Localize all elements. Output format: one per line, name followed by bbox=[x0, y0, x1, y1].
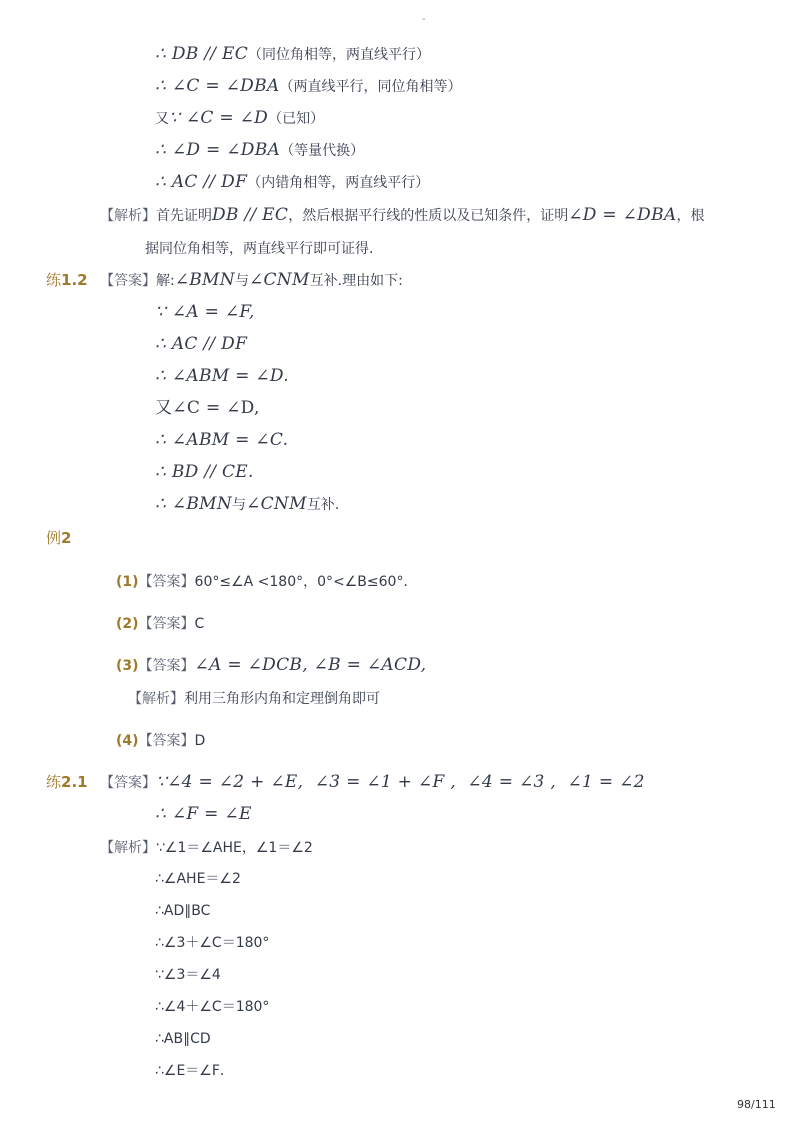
proof-reason: （两直线平行，同位角相等） bbox=[279, 79, 462, 95]
section-label-number: 2.1 bbox=[61, 773, 88, 791]
proof-line-4 bbox=[155, 140, 364, 161]
proof-prefix: 又 bbox=[155, 111, 169, 127]
sub-number: (3) bbox=[116, 658, 139, 674]
header-dash: - bbox=[422, 14, 426, 25]
answer-text: 解: bbox=[156, 273, 175, 289]
section-label-prefix: 例 bbox=[46, 529, 62, 547]
answer-tag: 【答案】 bbox=[138, 733, 195, 749]
jiexi-step: ∴AB∥CD bbox=[155, 1031, 211, 1047]
sub-number: (2) bbox=[116, 616, 139, 632]
proof-step: ∴ ∠ABM = ∠D. bbox=[155, 366, 289, 386]
page-number: 98/111 bbox=[737, 1098, 776, 1111]
sub-number: (1) bbox=[116, 574, 139, 590]
jiexi-text: 首先证明 bbox=[156, 208, 212, 224]
jiexi-step: ∴∠AHE＝∠2 bbox=[155, 871, 241, 887]
proof-step: ∴ AC // DF bbox=[155, 334, 248, 354]
sub-answer-2 bbox=[116, 613, 204, 634]
proof-math: ∴ ∠BMN bbox=[155, 494, 233, 514]
jiexi-step: ∴∠E＝∠F． bbox=[155, 1063, 234, 1079]
answer-text: 互补.理由如下: bbox=[309, 273, 403, 289]
answer-intro bbox=[100, 270, 403, 291]
answer-math: ∠A = ∠DCB, ∠B = ∠ACD, bbox=[194, 655, 427, 675]
section-lian-1-2 bbox=[46, 270, 88, 290]
proof-reason: （等量代换） bbox=[280, 143, 365, 159]
proof-math: ∴ DB // EC bbox=[155, 44, 249, 64]
proof-reason: （内错角相等，两直线平行） bbox=[247, 175, 430, 191]
proof-math: ∴ ∠C = ∠DBA bbox=[155, 76, 280, 96]
proof-math: ∵ ∠C = ∠D bbox=[169, 108, 269, 128]
jiexi-step: ∴AD∥BC bbox=[155, 903, 211, 919]
jiexi-text: 利用三角形内角和定理倒角即可 bbox=[184, 691, 380, 707]
jiexi-step: ∵∠3＝∠4 bbox=[155, 967, 221, 983]
proof-step: 又∠C = ∠D, bbox=[155, 398, 260, 418]
jiexi-tag: 【解析】 bbox=[128, 691, 184, 707]
proof-line-5 bbox=[155, 172, 429, 193]
section-label-number: 1.2 bbox=[61, 271, 88, 289]
proof-math: ∠CNM bbox=[246, 494, 307, 514]
answer-tag: 【答案】 bbox=[138, 574, 195, 590]
jiexi-text: ，然后根据平行线的性质以及已知条件，证明 bbox=[288, 208, 569, 224]
answer-math: ∠CNM bbox=[248, 270, 310, 290]
answer-text: 与 bbox=[234, 273, 249, 289]
jiexi-text: ∵∠1＝∠AHE，∠1＝∠2 bbox=[156, 840, 313, 856]
answer-tag: 【答案】 bbox=[138, 658, 195, 674]
answer-line-2: ∴ ∠F = ∠E bbox=[155, 804, 252, 824]
answer-text: 60°≤∠A <180°，0°<∠B≤60°． bbox=[194, 574, 418, 590]
answer-math: ∠BMN bbox=[174, 270, 235, 290]
proof-step-last bbox=[155, 494, 339, 515]
section-label-prefix: 练 bbox=[46, 271, 62, 289]
jiexi-math: DB // EC bbox=[212, 205, 289, 225]
section-label-number: 2 bbox=[61, 529, 72, 547]
proof-text: 互补. bbox=[306, 497, 340, 513]
sub-number: (4) bbox=[116, 733, 139, 749]
answer-text: D bbox=[194, 733, 206, 749]
sub-answer-1 bbox=[116, 571, 417, 592]
answer-line-1 bbox=[100, 772, 645, 793]
jiexi-text: ，根 bbox=[676, 208, 705, 224]
jiexi-math: ∠D = ∠DBA bbox=[568, 205, 677, 225]
proof-math: ∴ AC // DF bbox=[155, 172, 248, 192]
proof-reason: （已知） bbox=[268, 111, 325, 127]
jiexi-tag: 【解析】 bbox=[100, 208, 156, 224]
section-label-prefix: 练 bbox=[46, 773, 62, 791]
proof-step: ∴ BD // CE. bbox=[155, 462, 254, 482]
proof-line-2 bbox=[155, 76, 461, 97]
section-li-2 bbox=[46, 528, 71, 548]
jiexi-step: ∴∠3＋∠C＝180° bbox=[155, 935, 270, 951]
jiexi-step-first bbox=[100, 837, 313, 858]
jiexi-text: 据同位角相等，两直线平行即可证得． bbox=[145, 241, 383, 257]
answer-tag: 【答案】 bbox=[138, 616, 195, 632]
proof-math: ∴ ∠D = ∠DBA bbox=[155, 140, 281, 160]
sub-answer-4 bbox=[116, 730, 205, 751]
sub-jiexi-3 bbox=[128, 688, 380, 709]
proof-text: 与 bbox=[232, 497, 247, 513]
answer-tag: 【答案】 bbox=[100, 775, 156, 791]
answer-tag: 【答案】 bbox=[100, 273, 156, 289]
proof-line-3 bbox=[155, 108, 324, 129]
jiexi-line-2 bbox=[145, 238, 383, 259]
proof-step: ∴ ∠ABM = ∠C. bbox=[155, 430, 289, 450]
jiexi-tag: 【解析】 bbox=[100, 840, 156, 856]
answer-text: C bbox=[194, 616, 205, 632]
section-lian-2-1 bbox=[46, 772, 88, 792]
proof-step: ∵ ∠A = ∠F, bbox=[155, 302, 255, 322]
jiexi-line-1 bbox=[100, 205, 704, 226]
proof-reason: （同位角相等，两直线平行） bbox=[248, 47, 431, 63]
sub-answer-3 bbox=[116, 655, 426, 676]
proof-line-1 bbox=[155, 44, 430, 65]
jiexi-step: ∴∠4＋∠C＝180° bbox=[155, 999, 270, 1015]
answer-math: ∵∠4 = ∠2 + ∠E, ∠3 = ∠1 + ∠F , ∠4 = ∠3 , ∠1 = ∠2 bbox=[156, 772, 645, 792]
